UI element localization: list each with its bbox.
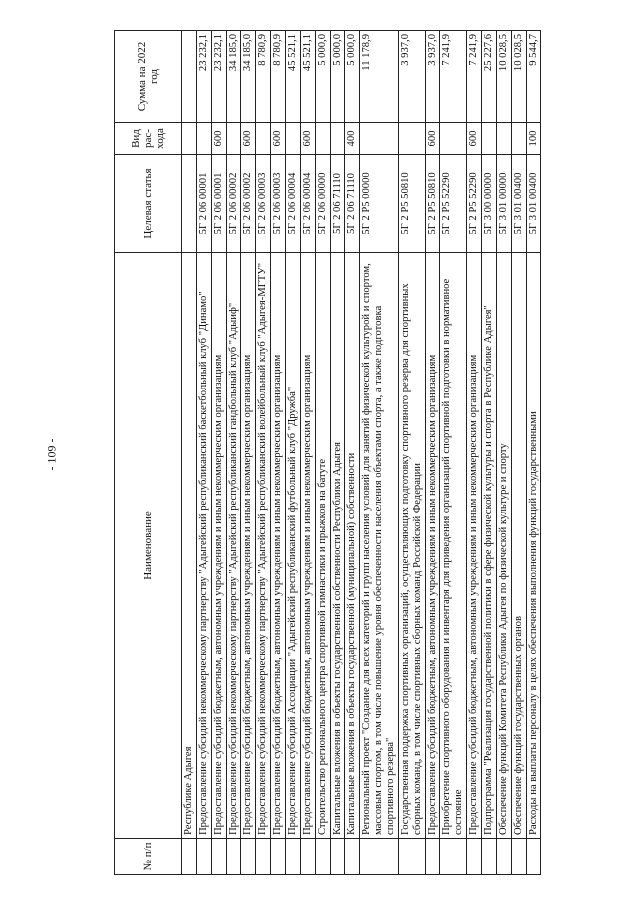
code-cell: 5Г 2 06 00004 <box>286 155 301 253</box>
name-cell: Предоставление субсидий некоммерческому партнерству "Адыгейский республиканский баскетбольный клуб "Динамо" <box>196 253 211 839</box>
num-cell <box>511 839 526 875</box>
table-row <box>182 31 197 875</box>
vid-cell <box>226 123 241 155</box>
sum-cell <box>182 31 197 123</box>
vid-cell <box>256 123 271 155</box>
name-cell: Предоставление субсидий бюджетным, автономным учреждениям и иным некоммерческим организациям <box>271 253 286 839</box>
num-cell <box>345 839 360 875</box>
vid-cell: 400 <box>345 123 360 155</box>
num-cell <box>482 839 497 875</box>
sum-cell: 8 780,9 <box>256 31 271 123</box>
sum-cell: 11 178,9 <box>360 31 399 123</box>
vid-cell: 600 <box>271 123 286 155</box>
table-row <box>196 31 211 875</box>
sum-cell: 3 937,0 <box>398 31 425 123</box>
num-cell <box>196 839 211 875</box>
code-cell: 5Г 2 06 00002 <box>226 155 241 253</box>
sum-cell: 5 000,0 <box>330 31 345 123</box>
name-cell: Обеспечение функций государственных органов <box>511 253 526 839</box>
name-cell: Государственная поддержка спортивных организаций, осуществляющих подготовку спортивного резерва для спортивных сборных команд, в том числе спортивных сборных команд Российской Федерации <box>398 253 425 839</box>
name-cell: Обеспечение функций Комитета Республики Адыгея по физической культуре и спорту <box>496 253 511 839</box>
num-cell <box>526 839 541 875</box>
name-cell: Республике Адыгея <box>182 253 197 839</box>
name-cell: Региональный проект "Создание для всех категорий и групп населения условий для занятий физической культурой и спортом, массовым спортом, в том числе повышение уровня обеспеченности населения объектами спорта, а также подготовка спортивного резерва" <box>360 253 399 839</box>
num-cell <box>241 839 256 875</box>
sum-cell: 7 241,9 <box>467 31 482 123</box>
num-cell <box>300 839 315 875</box>
name-cell: Предоставление субсидий бюджетным, автономным учреждениям и иным некоммерческим организациям <box>211 253 226 839</box>
num-cell <box>496 839 511 875</box>
table-row <box>360 31 399 875</box>
table-row <box>526 31 541 875</box>
table-row <box>226 31 241 875</box>
sum-cell: 25 227,6 <box>482 31 497 123</box>
name-cell: Предоставление субсидий бюджетным, автономным учреждениям и иным некоммерческим организациям <box>425 253 440 839</box>
header-sum: Сумма на 2022 год <box>115 31 182 123</box>
num-cell <box>330 839 345 875</box>
num-cell <box>315 839 330 875</box>
header-name: Наименование <box>115 253 182 839</box>
code-cell: 5Г 2 Р5 52290 <box>467 155 482 253</box>
code-cell <box>182 155 197 253</box>
vid-cell <box>315 123 330 155</box>
table-row <box>300 31 315 875</box>
budget-table-container <box>114 31 617 875</box>
code-cell: 5Г 2 06 00002 <box>241 155 256 253</box>
sum-cell: 23 232,1 <box>196 31 211 123</box>
name-cell: Предоставление субсидий некоммерческому партнерству "Адыгейский республиканский волейбольный клуб "Адыгея-МГТУ" <box>256 253 271 839</box>
table-row <box>256 31 271 875</box>
vid-cell: 600 <box>425 123 440 155</box>
table-row <box>315 31 330 875</box>
num-cell <box>398 839 425 875</box>
vid-cell <box>286 123 301 155</box>
header-row <box>115 31 182 875</box>
name-cell: Строительство регионального центра спортивной гимнастики и прыжков на батуте <box>315 253 330 839</box>
vid-cell <box>360 123 399 155</box>
table-row <box>467 31 482 875</box>
num-cell <box>286 839 301 875</box>
num-cell <box>271 839 286 875</box>
code-cell: 5Г 3 01 00000 <box>496 155 511 253</box>
code-cell: 5Г 2 06 71110 <box>345 155 360 253</box>
vid-cell <box>196 123 211 155</box>
name-cell: Расходы на выплаты персоналу в целях обеспечения выполнения функций государственными <box>526 253 541 839</box>
table-row <box>425 31 440 875</box>
table-row <box>271 31 286 875</box>
vid-cell <box>440 123 467 155</box>
sum-cell: 9 544,7 <box>526 31 541 123</box>
code-cell: 5Г 2 06 00000 <box>315 155 330 253</box>
table-row <box>211 31 226 875</box>
sum-cell: 45 521,1 <box>300 31 315 123</box>
vid-cell <box>182 123 197 155</box>
code-cell: 5Г 2 06 71110 <box>330 155 345 253</box>
table-row <box>440 31 467 875</box>
vid-cell: 600 <box>467 123 482 155</box>
budget-table <box>114 30 541 875</box>
vid-cell <box>511 123 526 155</box>
name-cell: Предоставление субсидий некоммерческому партнерству "Адыгейский республиканский гандбольный клуб "Адыиф" <box>226 253 241 839</box>
num-cell <box>256 839 271 875</box>
vid-cell: 600 <box>300 123 315 155</box>
vid-cell <box>398 123 425 155</box>
table-body <box>182 31 541 875</box>
name-cell: Предоставление субсидий бюджетным, автономным учреждениям и иным некоммерческим организациям <box>300 253 315 839</box>
sum-cell: 3 937,0 <box>425 31 440 123</box>
sum-cell: 45 521,1 <box>286 31 301 123</box>
table-row <box>482 31 497 875</box>
vid-cell: 600 <box>241 123 256 155</box>
table-row <box>511 31 526 875</box>
table-row <box>241 31 256 875</box>
table-row <box>286 31 301 875</box>
code-cell: 5Г 2 Р5 00000 <box>360 155 399 253</box>
code-cell: 5Г 2 06 00001 <box>196 155 211 253</box>
table-row <box>496 31 511 875</box>
table-row <box>330 31 345 875</box>
sum-cell: 8 780,9 <box>271 31 286 123</box>
table-row <box>345 31 360 875</box>
name-cell: Капитальные вложения в объекты государственной собственности Республики Адыгея <box>330 253 345 839</box>
sum-cell: 10 028,5 <box>496 31 511 123</box>
num-cell <box>182 839 197 875</box>
num-cell <box>211 839 226 875</box>
code-cell: 5Г 2 06 00001 <box>211 155 226 253</box>
sum-cell: 23 232,1 <box>211 31 226 123</box>
sum-cell: 7 241,9 <box>440 31 467 123</box>
code-cell: 5Г 2 06 00003 <box>256 155 271 253</box>
header-vid: Вид рас- хода <box>115 123 182 155</box>
sum-cell: 34 185,0 <box>226 31 241 123</box>
code-cell: 5Г 3 00 00000 <box>482 155 497 253</box>
vid-cell <box>482 123 497 155</box>
sum-cell: 34 185,0 <box>241 31 256 123</box>
sum-cell: 5 000,0 <box>345 31 360 123</box>
name-cell: Предоставление субсидий бюджетным, автономным учреждениям и иным некоммерческим организациям <box>241 253 256 839</box>
code-cell: 5Г 2 06 00004 <box>300 155 315 253</box>
code-cell: 5Г 2 Р5 50810 <box>425 155 440 253</box>
name-cell: Капитальные вложения в объекты государственной (муниципальной) собственности <box>345 253 360 839</box>
sum-cell: 10 028,5 <box>511 31 526 123</box>
vid-cell <box>330 123 345 155</box>
vid-cell <box>496 123 511 155</box>
num-cell <box>425 839 440 875</box>
code-cell: 5Г 2 Р5 50810 <box>398 155 425 253</box>
num-cell <box>226 839 241 875</box>
name-cell: Подпрограмма "Реализация государственной политики в сфере физической культуры и спорта в Республике Адыгея" <box>482 253 497 839</box>
code-cell: 5Г 2 Р5 52290 <box>440 155 467 253</box>
page-number: - 109 - <box>44 438 59 471</box>
name-cell: Приобретение спортивного оборудования и инвентаря для приведения организаций спортивной подготовки в нормативное состояние <box>440 253 467 839</box>
sum-cell: 5 000,0 <box>315 31 330 123</box>
code-cell: 5Г 3 01 00400 <box>511 155 526 253</box>
header-num: № п/п <box>115 839 182 875</box>
vid-cell: 600 <box>211 123 226 155</box>
table-row <box>398 31 425 875</box>
num-cell <box>360 839 399 875</box>
code-cell: 5Г 3 01 00400 <box>526 155 541 253</box>
code-cell: 5Г 2 06 00003 <box>271 155 286 253</box>
num-cell <box>467 839 482 875</box>
num-cell <box>440 839 467 875</box>
header-code: Целевая статья <box>115 155 182 253</box>
name-cell: Предоставление субсидий Ассоциации "Адыгейский республиканский футбольный клуб "Дружба" <box>286 253 301 839</box>
vid-cell: 100 <box>526 123 541 155</box>
name-cell: Предоставление субсидий бюджетным, автономным учреждениям и иным некоммерческим организациям <box>467 253 482 839</box>
